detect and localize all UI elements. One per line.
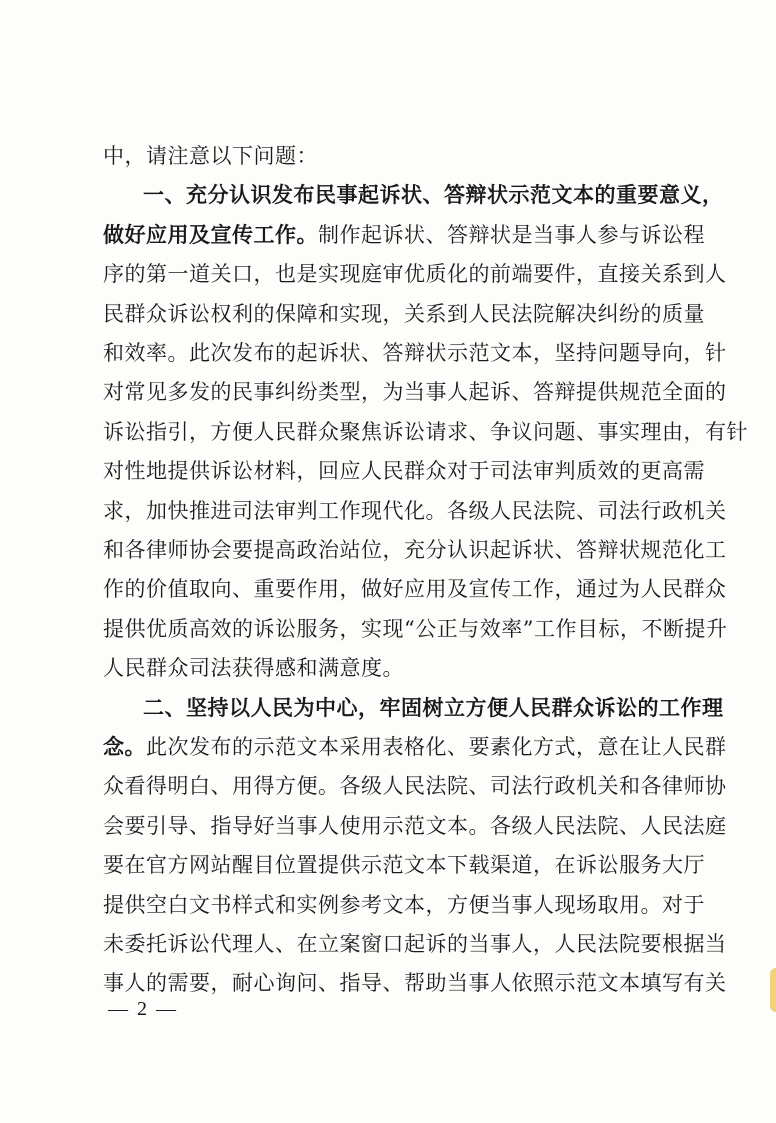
text-line: [103, 885, 705, 925]
body-text: 会要引导、指导好当事人使用示范文本。各级人民法院、人民法庭: [103, 813, 727, 838]
text-line: [103, 648, 404, 688]
body-text: 和各律师协会要提高政治站位，充分认识起诉状、答辩状规范化工: [103, 538, 727, 562]
body-text: 中，请注意以下问题：: [103, 144, 318, 168]
body-text: 作的价值取向、重要作用，做好应用及宣传工作，通过为人民群众: [103, 577, 727, 602]
text-line: [103, 136, 318, 176]
body-text: 诉讼指引，方便人民群众聚焦诉讼请求、争议问题、事实理由，有针: [103, 419, 748, 444]
text-line: [103, 609, 728, 649]
text-line: [103, 333, 727, 373]
body-text: 和效率。此次发布的起诉状、答辩状示范文本，坚持问题导向，针: [103, 341, 727, 365]
text-line: [103, 963, 727, 1003]
body-text: 人民群众司法获得感和满意度。: [103, 656, 404, 681]
body-text: 民群众诉讼权利的保障和实现，关系到人民法院解决纠纷的质量: [103, 301, 705, 326]
text-line: [103, 215, 705, 255]
body-text: 事人的需要，耐心询问、指导、帮助当事人依照示范文本填写有关: [103, 971, 727, 996]
text-line: [103, 924, 727, 964]
text-line: [103, 372, 727, 412]
body-text: 对性地提供诉讼材料，回应人民群众对于司法审判质效的更高需: [103, 459, 705, 484]
text-line: [103, 254, 727, 294]
text-line: [143, 175, 724, 215]
text-line: [103, 294, 705, 334]
body-text: 此次发布的示范文本采用表格化、要素化方式，意在让人民群: [146, 735, 727, 759]
text-line: [103, 491, 727, 531]
body-text: 求，加快推进司法审判工作现代化。各级人民法院、司法行政机关: [103, 498, 727, 523]
page-edge-tab: [770, 968, 776, 1012]
body-text: 制作起诉状、答辩状是当事人参与诉讼程: [318, 222, 705, 247]
body-text: 对常见多发的民事纠纷类型，为当事人起诉、答辩提供规范全面的: [103, 380, 727, 405]
body-text: 要在官方网站醒目位置提供示范文本下载渠道，在诉讼服务大厅: [103, 853, 705, 878]
body-text: 未委托诉讼代理人、在立案窗口起诉的当事人，人民法院要根据当: [103, 932, 727, 956]
text-line: [143, 688, 724, 728]
text-line: [103, 845, 705, 885]
text-line: [103, 451, 705, 491]
text-line: [103, 727, 727, 767]
text-line: [103, 569, 727, 609]
section-heading: 二、坚持以人民为中心，牢固树立方便人民群众诉讼的工作理: [143, 695, 724, 720]
text-line: [103, 806, 727, 846]
body-text: 提供优质高效的诉讼服务，实现“公正与效率”工作目标，不断提升: [103, 616, 728, 641]
text-line: [103, 766, 727, 806]
body-text: 序的第一道关口，也是实现庭审优质化的前端要件，直接关系到人: [103, 262, 727, 287]
text-line: [103, 530, 727, 570]
section-heading: 做好应用及宣传工作。: [103, 222, 318, 247]
page-number: — 2 —: [108, 998, 178, 1020]
section-heading: 一、充分认识发布民事起诉状、答辩状示范文本的重要意义，: [143, 183, 724, 208]
text-line: [103, 412, 748, 452]
body-text: 提供空白文书样式和实例参考文本，方便当事人现场取用。对于: [103, 892, 705, 917]
body-text: 众看得明白、用得方便。各级人民法院、司法行政机关和各律师协: [103, 774, 727, 799]
section-heading: 念。: [103, 735, 146, 759]
